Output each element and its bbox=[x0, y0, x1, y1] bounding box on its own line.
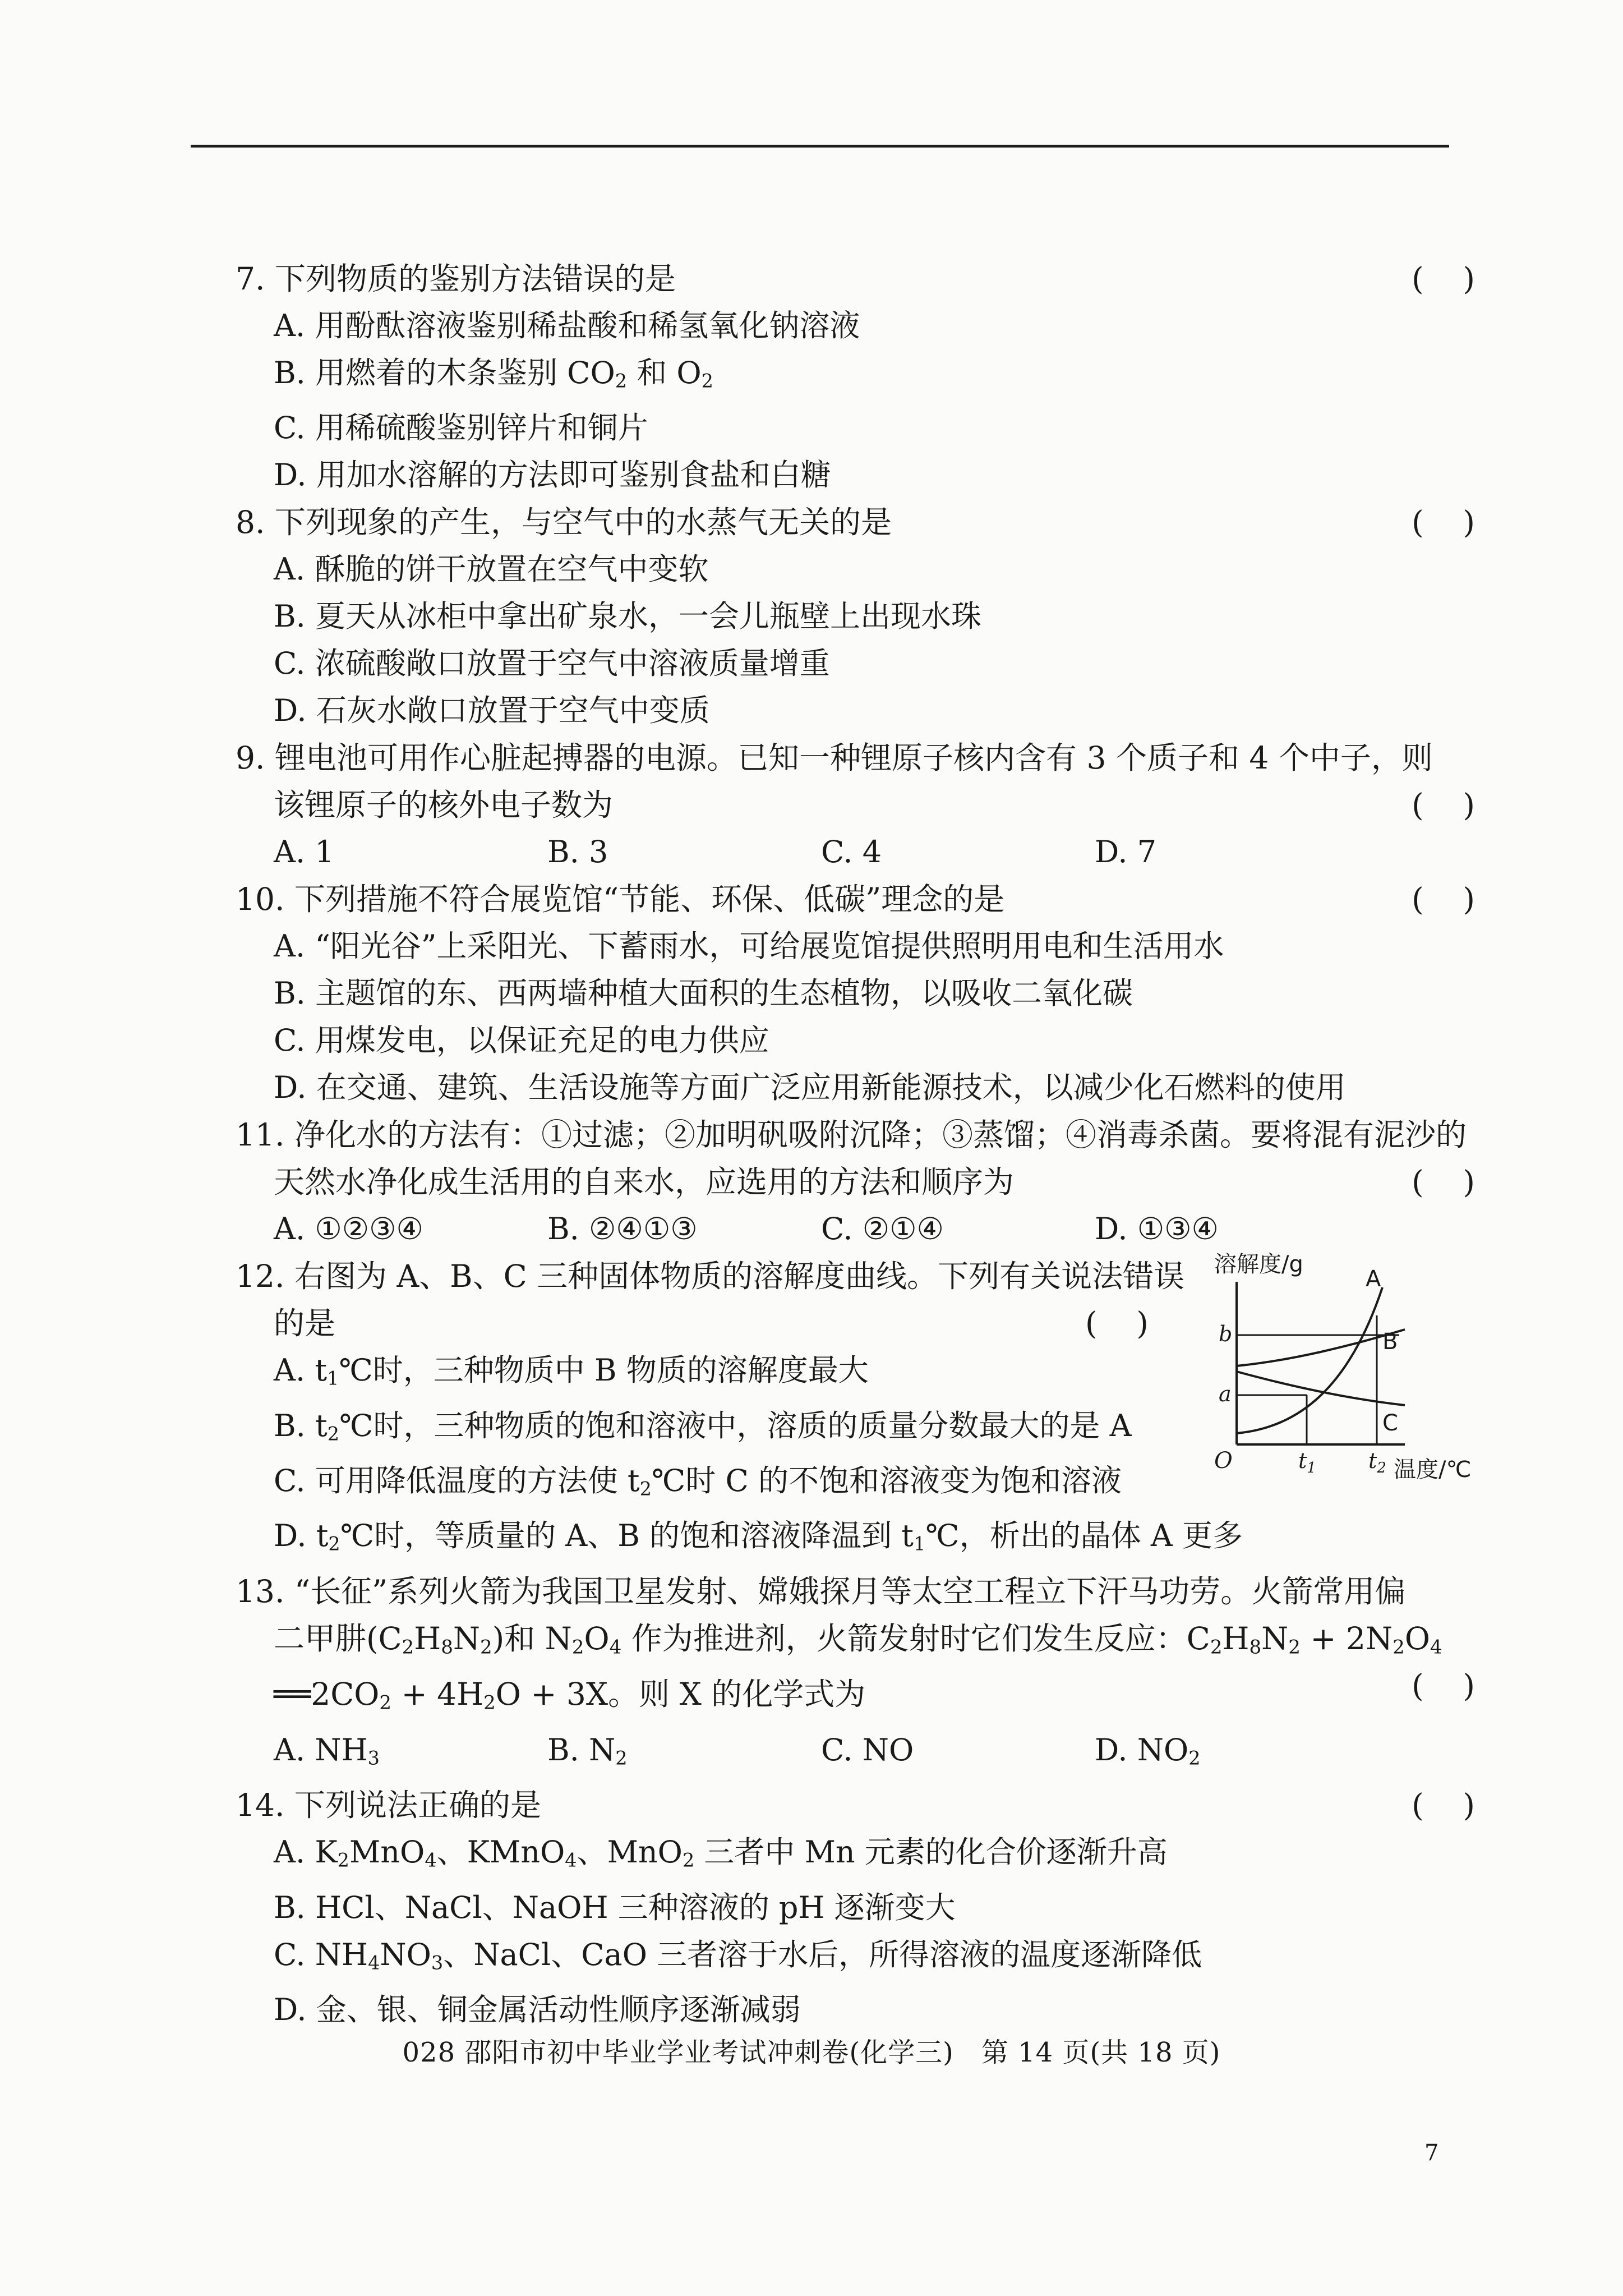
figure-xlabel: 温度/℃ bbox=[1394, 1457, 1472, 1483]
curve-label-C: C bbox=[1382, 1410, 1398, 1437]
curve-label-B: B bbox=[1382, 1329, 1398, 1355]
option-12a: A. $t_1℃$时，三种物质中 B 物质的溶解度最大 bbox=[274, 1352, 869, 1389]
option-8d: D. 石灰水敞口放置于空气中变质 bbox=[274, 693, 710, 729]
question-11-stem-line2: 天然水净化成生活用的自来水，应选用的方法和顺序为 bbox=[274, 1164, 1015, 1200]
curve-label-A: A bbox=[1366, 1266, 1381, 1292]
answer-blank-14[interactable]: ( ) bbox=[1412, 1787, 1475, 1824]
option-11b: B. ②④①③ bbox=[547, 1211, 698, 1247]
answer-blank-7[interactable]: ( ) bbox=[1412, 261, 1475, 297]
option-11a: A. ①②③④ bbox=[274, 1211, 423, 1247]
question-9-stem-line1: 9. 锂电池可用作心脏起搏器的电源。已知一种锂原子核内含有 3 个质子和 4 个中子，则 bbox=[236, 740, 1433, 776]
option-9a: A. 1 bbox=[274, 834, 334, 870]
question-9 bbox=[236, 734, 1475, 876]
options-9 bbox=[236, 829, 1475, 876]
options-13 bbox=[236, 1727, 1475, 1782]
solubility-curve-figure bbox=[1214, 1248, 1478, 1484]
option-12b: B. $t_2℃$时，三种物质的饱和溶液中，溶质的质量分数最大的是 A bbox=[274, 1407, 1132, 1445]
question-12-stem-line2: 的是 ( ) bbox=[236, 1300, 1475, 1347]
question-11 bbox=[236, 1111, 1475, 1253]
option-10b: B. 主题馆的东、西两墙种植大面积的生态植物，以吸收二氧化碳 bbox=[274, 976, 1133, 1011]
figure-ylabel: 溶解度/g bbox=[1214, 1251, 1303, 1278]
option-13d: D. $NO_2$ bbox=[1095, 1732, 1201, 1769]
option-11c: C. ②①④ bbox=[821, 1211, 944, 1247]
option-13b: B. $N_2$ bbox=[547, 1732, 628, 1769]
question-10 bbox=[236, 876, 1475, 1111]
question-13-stem-line3: $══2CO_2 + 4H_2O + 3X$。则 X 的化学式为 bbox=[274, 1676, 866, 1714]
answer-blank-8[interactable]: ( ) bbox=[1412, 504, 1475, 541]
option-7c: C. 用稀硫酸鉴别锌片和铜片 bbox=[274, 410, 648, 446]
answer-blank-13[interactable]: ( ) bbox=[1412, 1667, 1475, 1704]
option-13c: C. NO bbox=[821, 1732, 914, 1768]
option-7b: B. 用燃着的木条鉴别 $CO_2$ 和 $O_2$ bbox=[274, 355, 713, 392]
option-11d: D. ①③④ bbox=[1095, 1211, 1219, 1247]
header-rule bbox=[191, 145, 1449, 148]
question-13-stem-line2: 二甲肼$(C_2H_8N_2)$和 $N_2O_4$ 作为推进剂，火箭发射时它们发生反应：$C_2H_8N_2 + 2N_2O_4$ bbox=[274, 1620, 1442, 1659]
option-14c: C. $NH_4NO_3$、NaCl、CaO 三者溶于水后，所得溶液的温度逐渐降低 bbox=[274, 1936, 1202, 1973]
option-10a: A. “阳光谷”上采阳光、下蓄雨水，可给展览馆提供照明用电和生活用水 bbox=[274, 928, 1224, 964]
option-13a: A. $NH_3$ bbox=[274, 1732, 380, 1769]
page-number: 7 bbox=[1424, 2140, 1439, 2166]
option-14b: B. HCl、NaCl、NaOH 三种溶液的 pH 逐渐变大 bbox=[274, 1889, 956, 1925]
page-footer: 028 邵阳市初中毕业学业考试冲刺卷(化学三) 第 14 页(共 18 页) bbox=[402, 2037, 1221, 2068]
option-7d: D. 用加水溶解的方法即可鉴别食盐和白糖 bbox=[274, 457, 831, 493]
question-7 bbox=[236, 255, 1475, 499]
curve-A bbox=[1237, 1287, 1382, 1433]
option-10d: D. 在交通、建筑、生活设施等方面广泛应用新能源技术，以减少化石燃料的使用 bbox=[274, 1070, 1346, 1106]
question-13-stem-line1: 13. “长征”系列火箭为我国卫星发射、嫦娥探月等太空工程立下汗马功劳。火箭常用偏 bbox=[236, 1573, 1406, 1609]
tick-label-a: a bbox=[1219, 1382, 1232, 1407]
tick-label-t2: $t_2$ bbox=[1368, 1448, 1386, 1477]
tick-label-b: b bbox=[1219, 1322, 1233, 1347]
option-14d: D. 金、银、铜金属活动性顺序逐渐减弱 bbox=[274, 1991, 801, 2027]
option-14a: A. $K_2MnO_4$、KMnO$_4$、MnO$_2$ 三者中 Mn 元素的化合价逐渐升高 bbox=[274, 1834, 1168, 1871]
question-list bbox=[236, 255, 1475, 2033]
question-8 bbox=[236, 499, 1475, 734]
option-8b: B. 夏天从冰柜中拿出矿泉水，一会儿瓶壁上出现水珠 bbox=[274, 599, 982, 634]
options-11 bbox=[236, 1205, 1475, 1253]
answer-blank-9[interactable]: ( ) bbox=[1412, 787, 1475, 823]
question-12 bbox=[236, 1253, 1475, 1567]
answer-blank-12[interactable]: ( ) bbox=[1085, 1305, 1149, 1342]
answer-blank-11[interactable]: ( ) bbox=[1412, 1164, 1475, 1200]
option-9b: B. 3 bbox=[547, 834, 608, 870]
question-7-stem: 7. 下列物质的鉴别方法错误的是 bbox=[236, 261, 676, 297]
option-9c: C. 4 bbox=[821, 834, 882, 870]
option-12c: C. 可用降低温度的方法使 $t_2℃$时 C 的不饱和溶液变为饱和溶液 bbox=[274, 1463, 1122, 1500]
question-14-stem: 14. 下列说法正确的是 bbox=[236, 1787, 541, 1824]
option-7a: A. 用酚酞溶液鉴别稀盐酸和稀氢氧化钠溶液 bbox=[274, 308, 860, 343]
question-14 bbox=[236, 1782, 1475, 2033]
question-10-stem: 10. 下列措施不符合展览馆“节能、环保、低碳”理念的是 bbox=[236, 881, 1005, 918]
question-12-stem-line1: 12. 右图为 A、B、C 三种固体物质的溶解度曲线。下列有关说法错误 bbox=[236, 1258, 1185, 1295]
option-12d: D. $t_2℃$时，等质量的 A、B 的饱和溶液降温到 $t_1℃$，析出的晶体 A 更多 bbox=[274, 1518, 1243, 1555]
origin-label: O bbox=[1214, 1448, 1233, 1474]
option-10c: C. 用煤发电，以保证充足的电力供应 bbox=[274, 1023, 769, 1059]
question-13 bbox=[236, 1568, 1475, 1782]
question-11-stem-line1: 11. 净化水的方法有：①过滤；②加明矾吸附沉降；③蒸馏；④消毒杀菌。要将混有泥沙的 bbox=[236, 1117, 1467, 1153]
option-9d: D. 7 bbox=[1095, 834, 1157, 870]
question-9-stem-line2: 该锂原子的核外电子数为 bbox=[274, 787, 614, 823]
question-8-stem: 8. 下列现象的产生，与空气中的水蒸气无关的是 bbox=[236, 504, 892, 541]
option-8c: C. 浓硫酸敞口放置于空气中溶液质量增重 bbox=[274, 646, 830, 682]
tick-label-t1: $t_1$ bbox=[1298, 1448, 1316, 1477]
answer-blank-10[interactable]: ( ) bbox=[1412, 881, 1475, 918]
curve-C bbox=[1237, 1372, 1405, 1405]
option-8a: A. 酥脆的饼干放置在空气中变软 bbox=[274, 551, 709, 587]
